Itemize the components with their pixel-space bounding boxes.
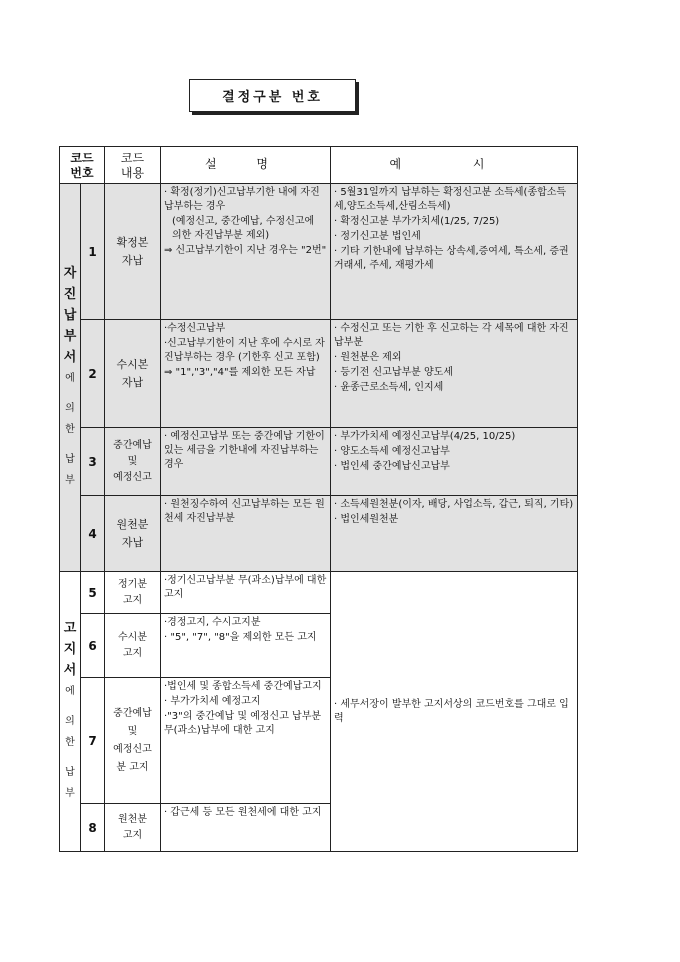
category-self-payment: 자 진 납 부 서 에 의 한 납 부 <box>60 184 81 572</box>
table-row <box>60 184 578 320</box>
code-number: 1 <box>81 184 105 320</box>
description-cell: · 원천징수하여 신고납부하는 모든 원천세 자진납부분 <box>161 496 331 572</box>
code-table <box>59 146 578 852</box>
table-row <box>60 572 578 614</box>
code-number: 3 <box>81 428 105 496</box>
description-cell: · 확정(정기)신고납부기한 내에 자진납부하는 경우 (예정신고, 중간예납, 수정신고에 의한 자진납부분 제외) ⇒ 신고납부기한이 지난 경우는 "2번" <box>161 184 331 320</box>
code-content: 원천분 자납 <box>105 496 161 572</box>
code-content: 정기분 고지 <box>105 572 161 614</box>
examples-cell: · 소득세원천분(이자, 배당, 사업소득, 갑근, 퇴직, 기타) · 법인세원천분 <box>331 496 578 572</box>
description-cell: ·경정고지, 수시고지분 · "5", "7", "8"을 제외한 모든 고지 <box>161 614 331 678</box>
code-number: 7 <box>81 678 105 804</box>
examples-cell: · 부가가치세 예정신고납부(4/25, 10/25) · 양도소득세 예정신고납부 · 법인세 중간예납신고납부 <box>331 428 578 496</box>
header-code-number <box>60 147 105 184</box>
header-code-content <box>105 147 161 184</box>
table-row <box>60 496 578 572</box>
code-content: 확정본 자납 <box>105 184 161 320</box>
code-content: 중간예납 및 예정신고 <box>105 428 161 496</box>
header-content-bottom: 내용 <box>120 165 145 180</box>
code-number: 2 <box>81 320 105 428</box>
code-content: 수시본 자납 <box>105 320 161 428</box>
code-content: 수시분 고지 <box>105 614 161 678</box>
examples-cell-notice: · 세무서장이 발부한 고지서상의 코드번호를 그대로 입력 <box>331 572 578 852</box>
code-number: 4 <box>81 496 105 572</box>
header-code-top: 코드 <box>70 150 94 165</box>
description-cell: ·법인세 및 종합소득세 중간예납고지 · 부가가치세 예정고지 ·"3"의 중간예납 및 예정신고 납부분 무(과소)납부에 대한 고지 <box>161 678 331 804</box>
table-row <box>60 428 578 496</box>
header-description: 설 명 <box>161 147 331 184</box>
code-number: 8 <box>81 804 105 852</box>
description-cell: ·정기신고납부분 무(과소)납부에 대한 고지 <box>161 572 331 614</box>
table-row <box>60 320 578 428</box>
category-notice-payment: 고 지 서 에 의 한 납 부 <box>60 572 81 852</box>
examples-cell: · 5월31일까지 납부하는 확정신고분 소득세(종합소득세,양도소득세,산림소득세) · 확정신고분 부가가치세(1/25, 7/25) · 정기신고분 법인세 · 기타 기한내에 납부하는 상속세,증여세, 특소세, 증권거래세, 주세, 재평가세 <box>331 184 578 320</box>
code-content: 원천분 고지 <box>105 804 161 852</box>
examples-cell: · 수정신고 또는 기한 후 신고하는 각 세목에 대한 자진납부분 · 원천분은 제외 · 등기전 신고납부분 양도세 · 윤종근로소득세, 인지세 <box>331 320 578 428</box>
description-cell: · 갑근세 등 모든 원천세에 대한 고지 <box>161 804 331 852</box>
header-code-bottom: 번호 <box>70 165 94 180</box>
code-number: 5 <box>81 572 105 614</box>
description-cell: · 예정신고납부 또는 중간예납 기한이 있는 세금을 기한내에 자진납부하는 경우 <box>161 428 331 496</box>
table-header-row <box>60 147 578 184</box>
description-cell: ·수정신고납부 ·신고납부기한이 지난 후에 수시로 자진납부하는 경우 (기한후 신고 포함) ⇒ "1","3","4"를 제외한 모든 자납 <box>161 320 331 428</box>
code-number: 6 <box>81 614 105 678</box>
code-content: 중간예납 및 예정신고 분 고지 <box>105 678 161 804</box>
page-title: 결정구분 번호 <box>189 79 356 112</box>
header-examples: 예 시 <box>331 147 578 184</box>
header-content-top: 코드 <box>120 150 145 165</box>
